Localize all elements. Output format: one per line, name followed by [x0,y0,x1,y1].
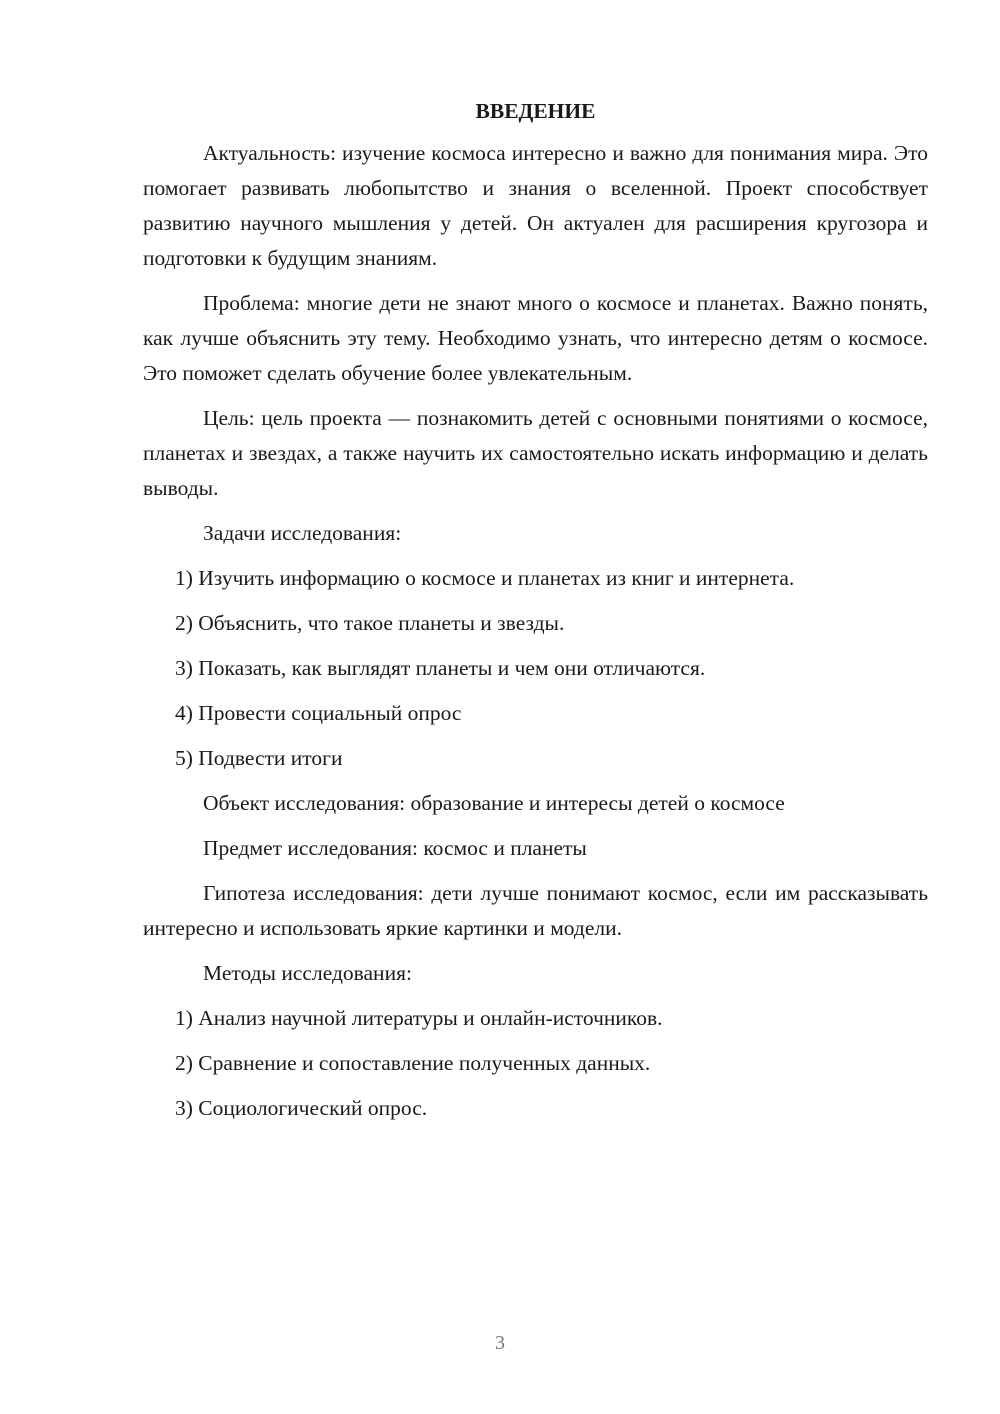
problem-paragraph: Проблема: многие дети не знают много о космосе и планетах. Важно понять, как лучше объяснить эту тему. Необходимо узнать, что интересно детям о космосе. Это поможет сделать обучение более увлекательным. [143,291,928,385]
hypothesis-paragraph: Гипотеза исследования: дети лучше понимают космос, если им рассказывать интересно и использовать яркие картинки и модели. [143,881,928,940]
page-number: 3 [495,1332,505,1354]
task-item-4: 4) Провести социальный опрос [175,701,462,725]
method-item-2: 2) Сравнение и сопоставление полученных данных. [175,1051,651,1075]
task-item-3: 3) Показать, как выглядят планеты и чем они отличаются. [175,656,706,680]
methods-heading: Методы исследования: [203,961,412,985]
page-title: ВВЕДЕНИЕ [475,99,596,123]
task-item-1: 1) Изучить информацию о космосе и планетах из книг и интернета. [175,566,795,590]
document-page [143,96,928,1136]
relevance-paragraph: Актуальность: изучение космоса интересно и важно для понимания мира. Это помогает развивать любопытство и знания о вселенной. Проект способствует развитию научного мышления у детей. Он актуален для расширения кругозора и подготовки к будущим знаниям. [143,141,928,270]
research-object: Объект исследования: образование и интересы детей о космосе [203,791,785,815]
task-item-5: 5) Подвести итоги [175,746,343,770]
research-subject: Предмет исследования: космос и планеты [203,836,587,860]
method-item-1: 1) Анализ научной литературы и онлайн-источников. [175,1006,663,1030]
goal-paragraph: Цель: цель проекта — познакомить детей с основными понятиями о космосе, планетах и звездах, а также научить их самостоятельно искать информацию и делать выводы. [143,406,928,500]
task-item-2: 2) Объяснить, что такое планеты и звезды. [175,611,565,635]
method-item-3: 3) Социологический опрос. [175,1096,428,1120]
tasks-heading: Задачи исследования: [203,521,402,545]
